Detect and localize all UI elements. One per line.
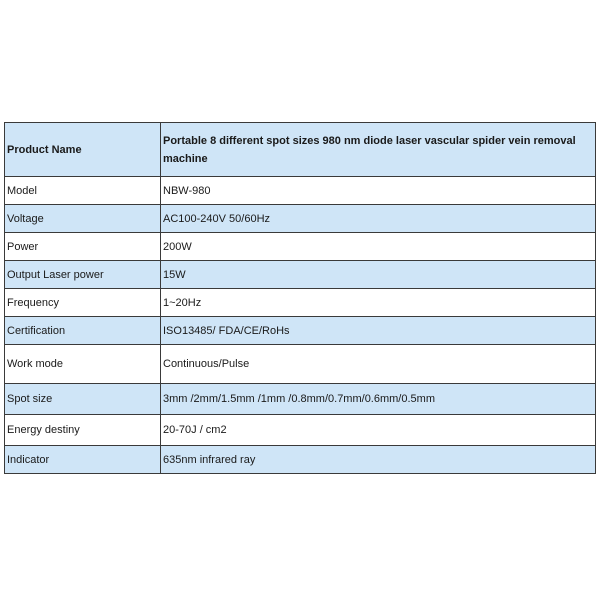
row-value: Continuous/Pulse [161,345,596,384]
row-label: Model [5,177,161,205]
row-value: 1~20Hz [161,289,596,317]
table-row [5,317,596,345]
row-label: Frequency [5,289,161,317]
row-value: 635nm infrared ray [161,446,596,474]
row-label: Indicator [5,446,161,474]
table-row [5,446,596,474]
table-row [5,415,596,446]
row-label: Voltage [5,205,161,233]
row-label: Output Laser power [5,261,161,289]
row-value: NBW-980 [161,177,596,205]
row-value: 200W [161,233,596,261]
table-header-row [5,123,596,177]
row-value: 20-70J / cm2 [161,415,596,446]
product-name-value: Portable 8 different spot sizes 980 nm diode laser vascular spider vein removal machine [161,123,596,177]
row-label: Spot size [5,384,161,415]
table-row [5,289,596,317]
spec-table [4,122,596,474]
table-row [5,261,596,289]
row-label: Work mode [5,345,161,384]
row-value: ISO13485/ FDA/CE/RoHs [161,317,596,345]
table-row [5,205,596,233]
table-row [5,177,596,205]
row-label: Energy destiny [5,415,161,446]
table-row [5,345,596,384]
product-name-label: Product Name [5,123,161,177]
row-value: 15W [161,261,596,289]
table-row [5,384,596,415]
row-label: Certification [5,317,161,345]
row-value: 3mm /2mm/1.5mm /1mm /0.8mm/0.7mm/0.6mm/0.5mm [161,384,596,415]
table-row [5,233,596,261]
row-label: Power [5,233,161,261]
row-value: AC100-240V 50/60Hz [161,205,596,233]
